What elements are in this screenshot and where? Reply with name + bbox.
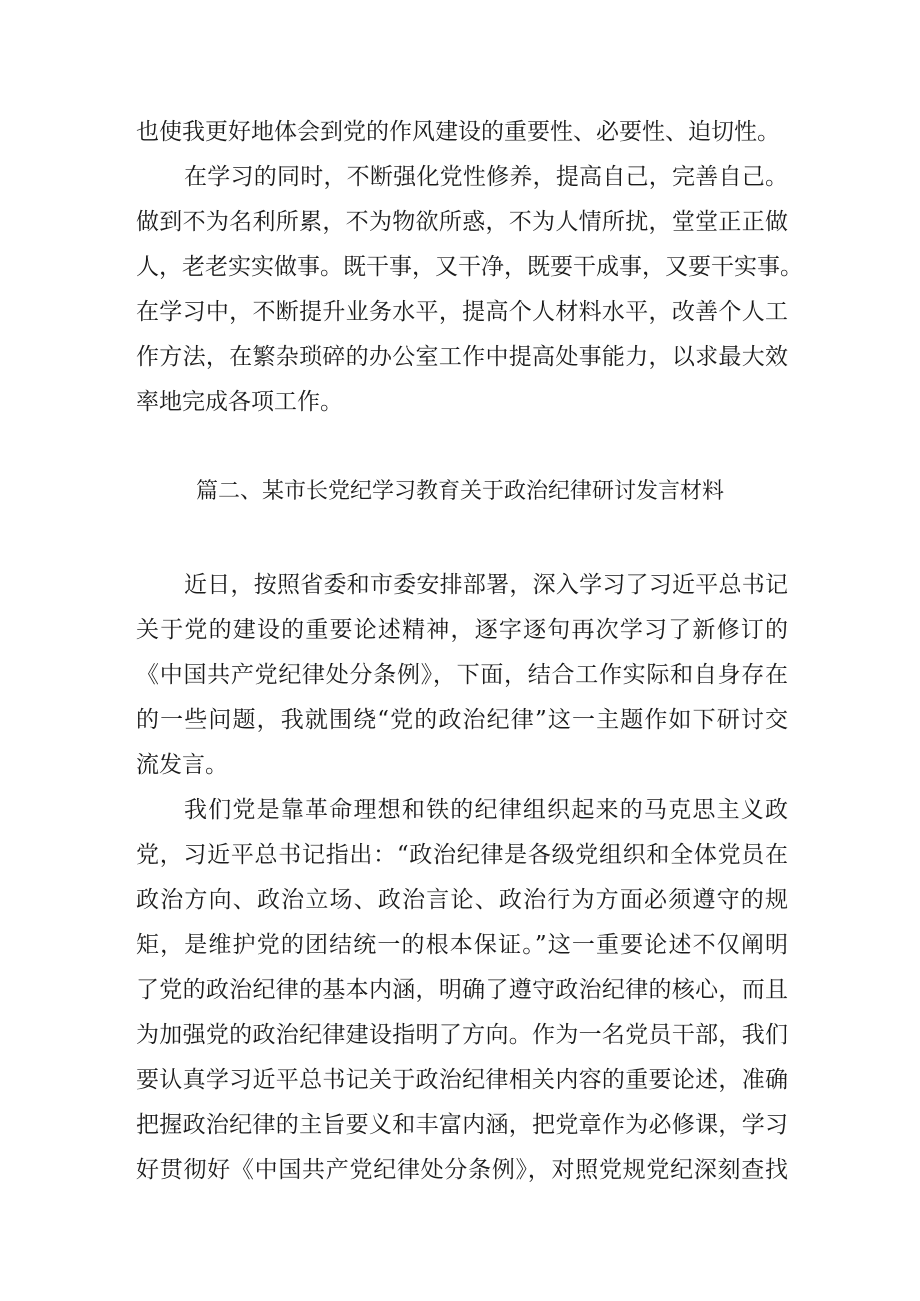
text-line: 我们党是靠革命理想和铁的纪律组织起来的马克思主义政: [184, 797, 788, 823]
text-line: 在学习的同时，不断强化党性修养，提高自己，完善自己。: [184, 164, 788, 190]
text-line: 也使我更好地体会到党的作风建设的重要性、必要性、迫切性。: [136, 119, 780, 145]
text-line: 率地完成各项工作。: [136, 389, 343, 415]
text-line: 关于党的建设的重要论述精神，逐字逐句再次学习了新修订的: [136, 617, 788, 643]
text-line: 在学习中，不断提升业务水平，提高个人材料水平，改善个人工: [136, 299, 788, 325]
text-line: 《中国共产党纪律处分条例》，下面，结合工作实际和自身存在: [136, 662, 788, 688]
text-line: 的一些问题，我就围绕“党的政治纪律”这一主题作如下研讨交: [136, 707, 788, 733]
text-line: 作方法，在繁杂琐碎的办公室工作中提高处事能力，以求最大效: [136, 344, 788, 370]
text-line: 矩，是维护党的团结统一的根本保证。”这一重要论述不仅阐明: [136, 932, 788, 958]
text-line: 政治方向、政治立场、政治言论、政治行为方面必须遵守的规: [136, 887, 788, 913]
text-line: 做到不为名利所累，不为物欲所惑，不为人情所扰，堂堂正正做: [136, 209, 788, 235]
text-line: 近日，按照省委和市委安排部署，深入学习了习近平总书记: [184, 572, 788, 598]
text-line: 流发言。: [136, 752, 228, 778]
text-line: 要认真学习近平总书记关于政治纪律相关内容的重要论述，准确: [136, 1067, 788, 1093]
text-line: 党，习近平总书记指出：“政治纪律是各级党组织和全体党员在: [136, 842, 788, 868]
text-line: 人，老老实实做事。既干事，又干净，既要干成事，又要干实事。: [136, 254, 803, 280]
text-line: 了党的政治纪律的基本内涵，明确了遵守政治纪律的核心，而且: [136, 977, 788, 1003]
text-line: 把握政治纪律的主旨要义和丰富内涵，把党章作为必修课，学习: [136, 1112, 788, 1138]
section-heading: 篇二、某市长党纪学习教育关于政治纪律研讨发言材料: [195, 479, 724, 504]
text-line: 为加强党的政治纪律建设指明了方向。作为一名党员干部，我们: [136, 1022, 788, 1048]
text-line: 好贯彻好《中国共产党纪律处分条例》，对照党规党纪深刻查找: [136, 1157, 788, 1183]
